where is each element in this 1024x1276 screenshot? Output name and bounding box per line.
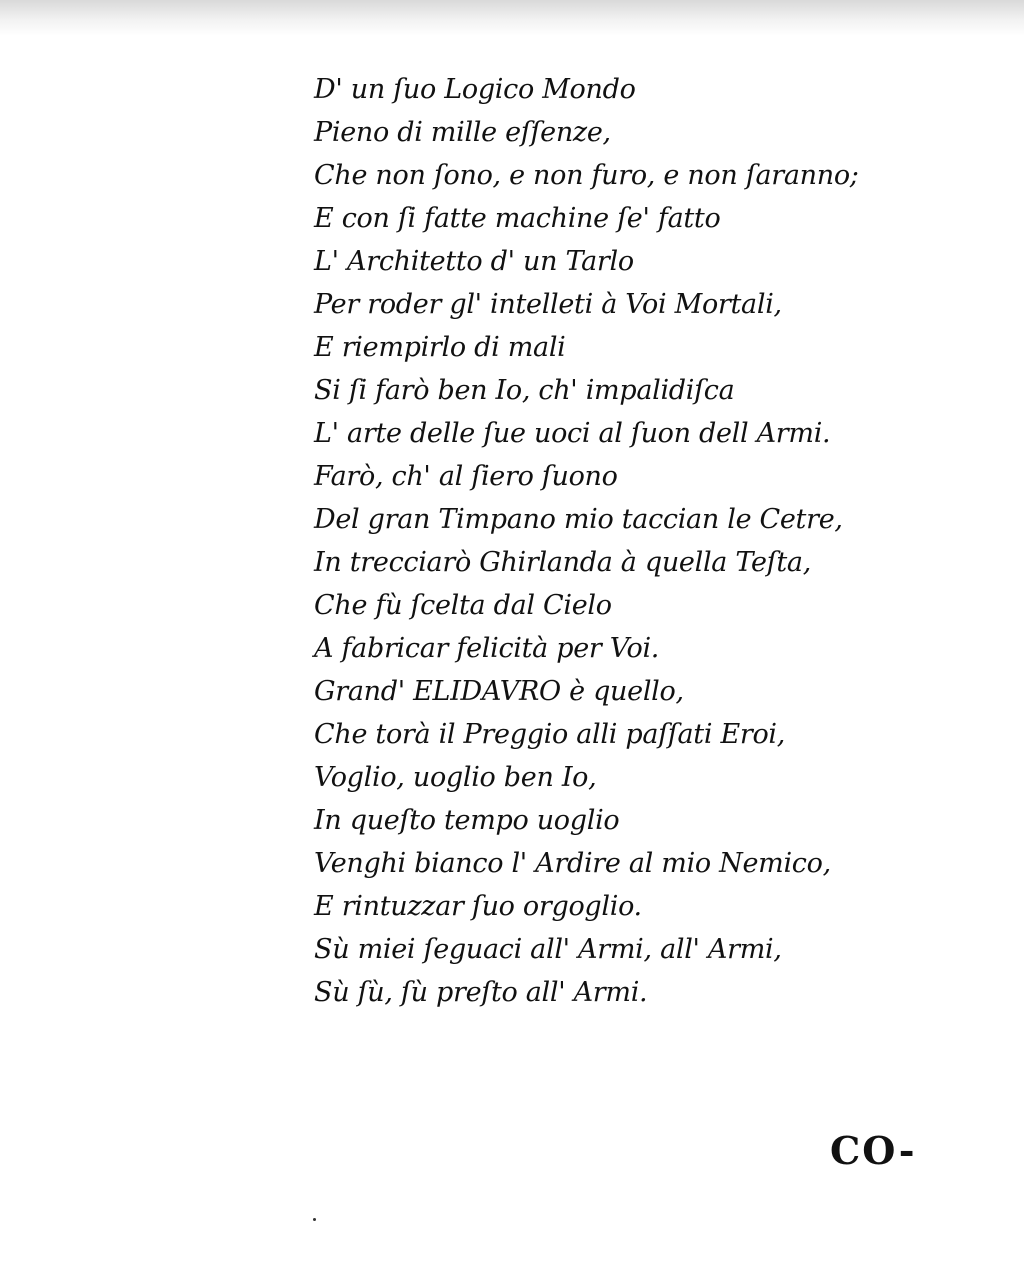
verse-line: Venghi bianco l' Ardire al mio Nemico, bbox=[314, 848, 831, 879]
ink-speck bbox=[313, 1218, 316, 1221]
verse-line: Che torà il Preggio alli paſſati Eroi, bbox=[314, 719, 786, 750]
catchword: CO- bbox=[830, 1128, 917, 1173]
verse-line: A fabricar felicità per Voi. bbox=[314, 633, 660, 664]
verse-line: Grand' ELIDAVRO è quello, bbox=[314, 676, 684, 707]
verse-line: L' Architetto d' un Tarlo bbox=[314, 246, 634, 277]
verse-line: Per roder gl' intelleti à Voi Mortali, bbox=[314, 289, 782, 320]
page-top-edge-shadow bbox=[0, 0, 1024, 36]
verse-line: In queſto tempo uoglio bbox=[314, 805, 620, 836]
verse-line: Sù ſù, ſù preſto all' Armi. bbox=[314, 977, 648, 1008]
verse-line: Sù miei ſeguaci all' Armi, all' Armi, bbox=[314, 934, 782, 965]
verse-line: Voglio, uoglio ben Io, bbox=[314, 762, 597, 793]
verse-line: E con ſi fatte machine ſe' fatto bbox=[314, 203, 721, 234]
verse-text bbox=[314, 68, 954, 1014]
verse-line: Del gran Timpano mio taccian le Cetre, bbox=[314, 504, 843, 535]
verse-line: E rintuzzar ſuo orgoglio. bbox=[314, 891, 642, 922]
verse-line: Che fù ſcelta dal Cielo bbox=[314, 590, 612, 621]
verse-line: E riempirlo di mali bbox=[314, 332, 566, 363]
verse-line: Che non ſono, e non furo, e non ſaranno; bbox=[314, 160, 859, 191]
verse-line: In trecciarò Ghirlanda à quella Teſta, bbox=[314, 547, 811, 578]
verse-line: L' arte delle ſue uoci al ſuon dell Armi. bbox=[314, 418, 831, 449]
verse-line: D' un ſuo Logico Mondo bbox=[314, 74, 636, 105]
verse-line: Farò, ch' al ſiero ſuono bbox=[314, 461, 618, 492]
verse-line: Pieno di mille eſſenze, bbox=[314, 117, 611, 148]
verse-line: Si ſi farò ben Io, ch' impalidiſca bbox=[314, 375, 735, 406]
